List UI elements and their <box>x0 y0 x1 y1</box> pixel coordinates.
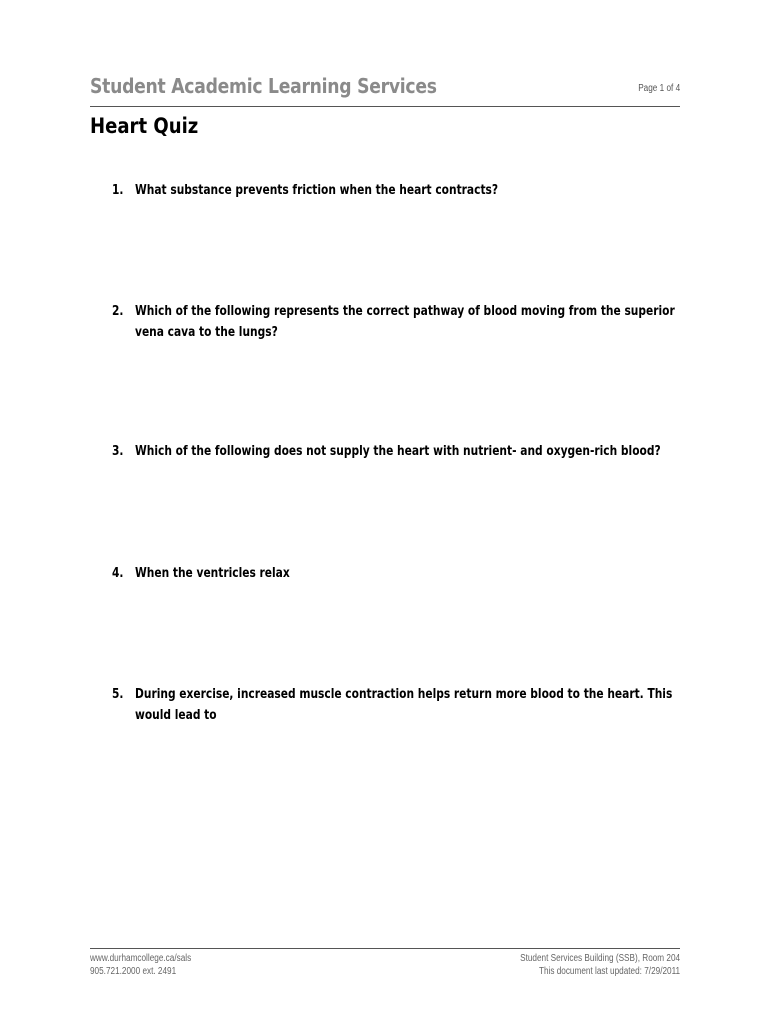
footer-phone: 905.721.2000 ext. 2491 <box>90 966 177 977</box>
question-number: 3. <box>112 444 124 459</box>
footer-info <box>520 952 680 978</box>
org-title: Student Academic Learning Services <box>90 74 437 98</box>
question-text: Which of the following represents the correct pathway of blood moving from the superior vena cava to the lungs? <box>135 304 675 340</box>
page-footer <box>90 948 680 977</box>
page-header <box>90 74 680 107</box>
question-number: 4. <box>112 566 124 581</box>
question-text: What substance prevents friction when the heart contracts? <box>135 183 499 198</box>
question-text: Which of the following does not supply the heart with nutrient- and oxygen-rich blood? <box>135 444 661 459</box>
footer-contact <box>90 952 191 978</box>
question-text: During exercise, increased muscle contraction helps return more blood to the heart. This would lead to <box>135 687 673 723</box>
document-title: Heart Quiz <box>90 114 199 138</box>
question-text: When the ventricles relax <box>135 566 290 581</box>
footer-location: Student Services Building (SSB), Room 204 <box>520 953 680 964</box>
footer-updated: This document last updated: 7/29/2011 <box>538 966 680 977</box>
question-number: 2. <box>112 304 124 319</box>
question-number: 5. <box>112 687 124 702</box>
question-number: 1. <box>112 183 124 198</box>
page-number: Page 1 of 4 <box>638 83 680 94</box>
footer-website[interactable]: www.durhamcollege.ca/sals <box>90 953 192 964</box>
